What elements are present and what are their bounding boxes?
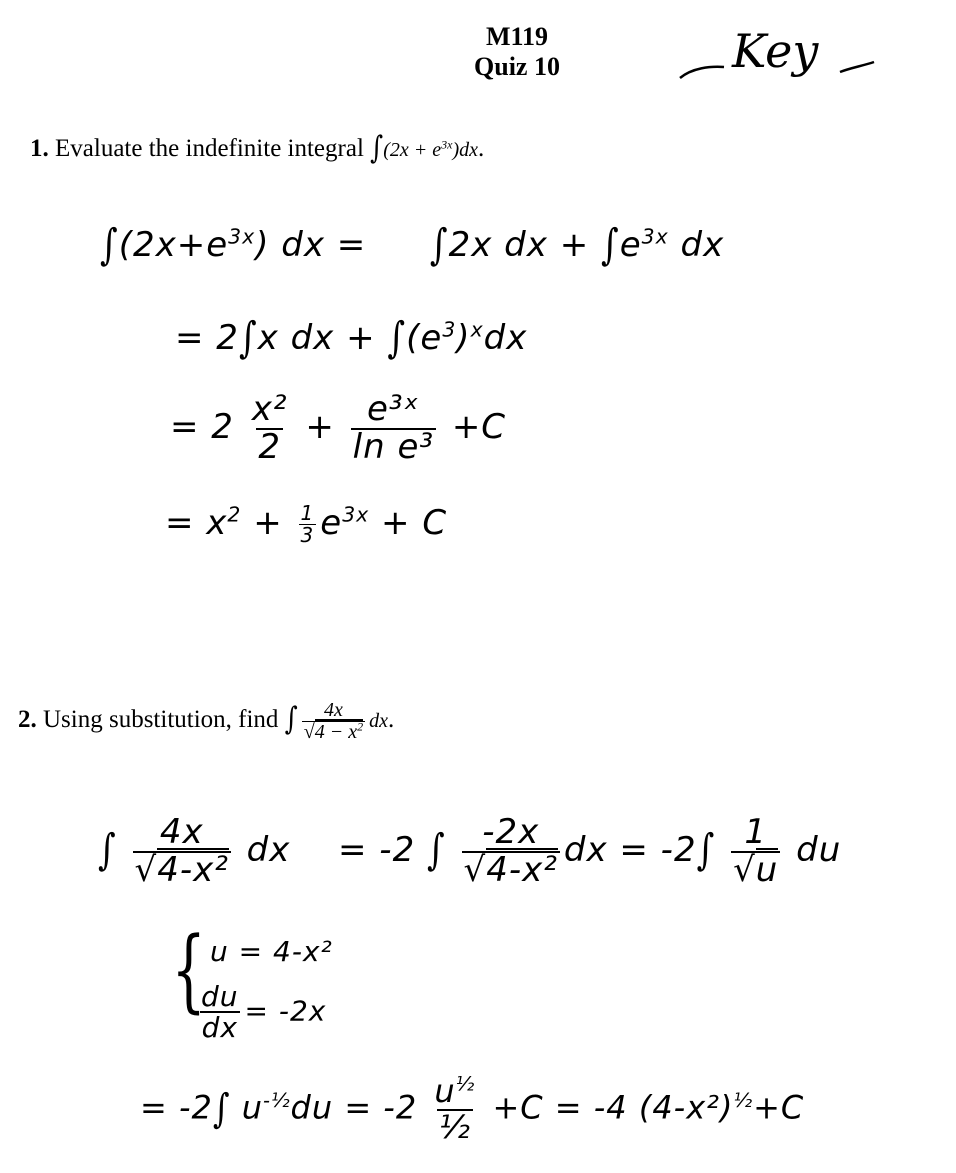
problem-1-integrand: $(2x + e^{3x})dx$ [383, 137, 478, 161]
integral-sign-icon: ∫ [601, 220, 620, 270]
fraction: $\frac{-2x}{\text{√4-x²}}$ [463, 812, 558, 890]
course-title: M119 [485, 22, 549, 51]
fraction: $\frac{4x}{\text{√4-x²}}$ [134, 812, 229, 890]
integral-sign-icon: ∫ [238, 313, 258, 363]
left-brace-icon: { [171, 918, 206, 1023]
integral-sign-icon: ∫ [429, 220, 449, 270]
problem-1-prompt: Evaluate the indefinite integral [55, 135, 364, 162]
p1-work-line-4: = $x^2$ + $\frac{1}{3}$ $e^{3x} + C$ [165, 501, 448, 547]
problem-1-number: 1. [30, 135, 49, 162]
fraction: $\frac{du}{dx}$ [201, 980, 239, 1045]
integral-sign-icon: ∫ [387, 313, 407, 363]
substitution-u: u = 4-x² [210, 935, 333, 968]
integral-sign-icon: ∫ [98, 825, 117, 876]
integral-sign-icon: ∫ [100, 220, 119, 270]
problem-2-prompt: Using substitution, find [43, 706, 279, 734]
fraction: $\frac{\text{e³ˣ}}{\text{ln e³}}$ [352, 389, 434, 467]
integral-sign-icon: ∫ [370, 129, 384, 166]
problem-1-statement: 1. Evaluate the indefinite integral $\int(2x + e^{3x})dx$. [30, 129, 485, 166]
p1-work-line-2: = 2∫x dx + $\int(e^3)^xdx$ [175, 313, 528, 363]
substitution-du: $\frac{du}{dx}$ = -2x [201, 980, 327, 1045]
integral-sign-icon: ∫ [284, 700, 298, 737]
fraction: $\frac{1}{√u}$ [733, 812, 779, 890]
p2-work-line-3: = -2∫ $u^{-\frac{1}{2}}du = -2$ $\frac{u^{\frac{1}{2}}}{\text{½}}$ +C = -4 $(4-x^2)^{\frac{1}{2}}+C$ [140, 1072, 805, 1146]
quiz-title: Quiz 10 [474, 52, 560, 81]
problem-2-number: 2. [18, 706, 37, 734]
p2-work-line-1: ∫ $\frac{4x}{\text{√4-x²}}$ dx = -2 ∫ $\frac{-2x}{\text{√4-x²}}$ dx = -2∫ $\frac{1}{√u}$ du [98, 812, 842, 890]
fraction: $\frac{1}{3}$ [300, 501, 315, 547]
integral-sign-icon: ∫ [427, 825, 446, 876]
fraction: $\frac{\text{x²}}{2}$ [251, 389, 288, 467]
fraction: $\frac{u^{\frac{1}{2}}}{\text{½}}$ [434, 1072, 476, 1146]
key-label: Key [732, 24, 819, 78]
integral-sign-icon: ∫ [212, 1083, 231, 1132]
p1-work-line-1: $\int(2x+e^{3x})$ dx = ∫2x dx + $\int e^{3x}$ dx [100, 220, 725, 270]
p1-work-line-3: = 2 $\frac{\text{x²}}{2}$ + $\frac{\text{e³ˣ}}{\text{ln e³}}$ +C [170, 389, 507, 467]
integral-sign-icon: ∫ [696, 825, 716, 876]
problem-2-statement: 2. Using substitution, find ∫ $\frac{4x}{√4 - x^2}$ dx. [18, 699, 395, 743]
problem-2-fraction: $\frac{4x}{√4 - x^2}$ [303, 699, 364, 743]
